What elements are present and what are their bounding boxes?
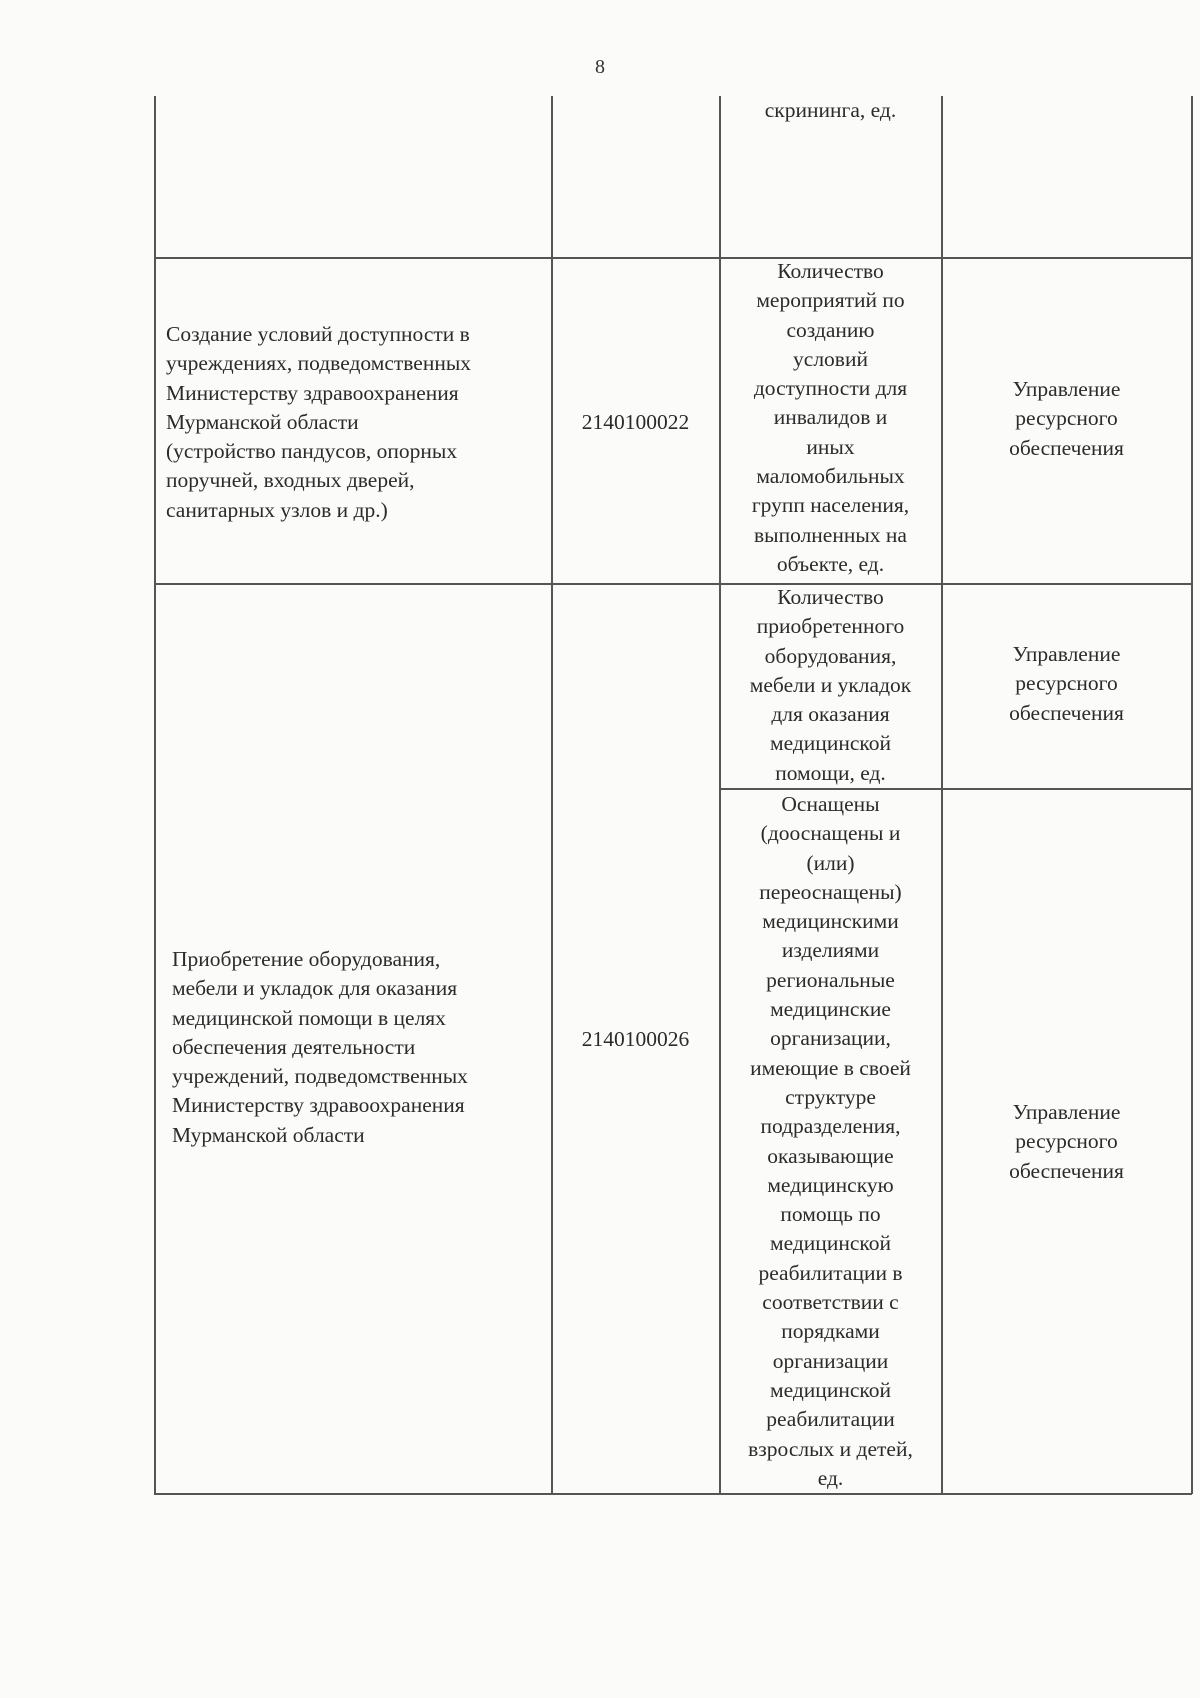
responsible-cell: Управление ресурсного обеспечения	[1009, 377, 1124, 460]
page-number: 8	[595, 56, 605, 78]
activity-name-cell: Приобретение оборудования, мебели и укладок для оказания медицинской помощи в целях обеспечения деятельности учреждений, подведомственных Министерству здравоохранения Мурманской области	[172, 947, 468, 1147]
table-border-col1	[551, 96, 553, 1494]
row-separator-1	[154, 257, 1192, 259]
code-cell: 2140100026	[581, 1027, 690, 1051]
table-border-col3	[941, 96, 943, 1494]
indicator-cell: Оснащены (дооснащены и (или) переоснащены) медицинскими изделиями региональные медицинские организации, имеющие в своей структуре подразделения, оказывающие медицинскую помощь по медицинской реабилитации в соответствии с порядками организации медицинской реабилитации взрослых и детей, ед.	[748, 792, 913, 1490]
table-border-right	[1191, 96, 1193, 1494]
table-border-bottom	[154, 1493, 1192, 1495]
responsible-cell: Управление ресурсного обеспечения	[1009, 642, 1124, 725]
row-separator-2	[154, 583, 1192, 585]
indicator-cell: Количество мероприятий по созданию условий доступности для инвалидов и иных маломобильных групп населения, выполненных на объекте, ед.	[751, 259, 910, 576]
indicator-cell: скрининга, ед.	[764, 98, 897, 122]
code-cell: 2140100022	[581, 410, 690, 434]
activity-name-cell: Создание условий доступности в учреждениях, подведомственных Министерству здравоохранения Мурманской области (устройство пандусов, опорных поручней, входных дверей, санитарных узлов и др.)	[166, 322, 472, 522]
indicator-cell: Количество приобретенного оборудования, мебели и укладок для оказания медицинской помощи, ед.	[749, 585, 912, 785]
table-border-left	[154, 96, 156, 1494]
responsible-cell: Управление ресурсного обеспечения	[1009, 1100, 1124, 1183]
